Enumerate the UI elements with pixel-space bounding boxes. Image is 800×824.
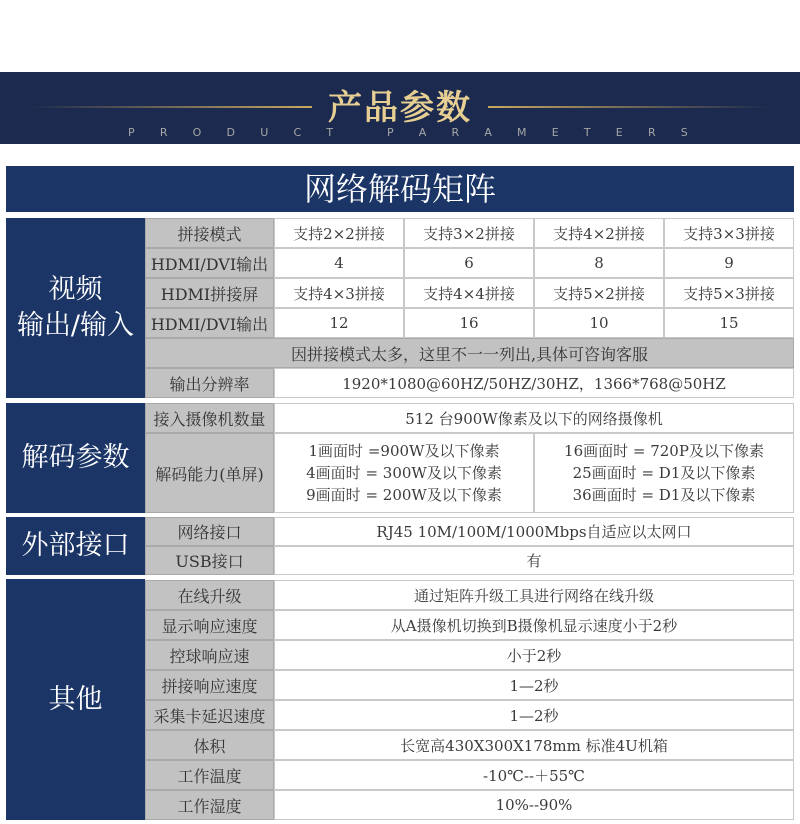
output-cell: 6: [404, 248, 534, 278]
usb-value: 有: [274, 546, 794, 575]
other-label: 采集卡延迟速度: [145, 700, 274, 730]
ability-line: 36画面时 = D1及以下像素: [572, 486, 756, 504]
other-value: -10℃--＋55℃: [274, 760, 794, 790]
product-title: 网络解码矩阵: [6, 166, 794, 212]
decode-ability-left: [274, 433, 534, 513]
ability-line: 4画面时 = 300W及以下像素: [306, 464, 502, 482]
other-value: 从A摄像机切换到B摄像机显示速度小于2秒: [274, 610, 794, 640]
mode-note: 因拼接模式太多，这里不一一列出,具体可咨询客服: [145, 338, 794, 368]
section-other: 其他: [6, 579, 145, 820]
section-video: 视频 输出/输入: [6, 218, 145, 398]
mode-cell: 支持2×2拼接: [274, 218, 404, 248]
output-cell: 12: [274, 308, 404, 338]
resolution-value: 1920*1080@60HZ/50HZ/30HZ，1366*768@50HZ: [274, 368, 794, 398]
screen-label: HDMI拼接屏: [145, 278, 274, 308]
output-cell: 10: [534, 308, 664, 338]
mode-cell: 支持3×3拼接: [664, 218, 794, 248]
mode-cell: 支持3×2拼接: [404, 218, 534, 248]
other-label: 控球响应速: [145, 640, 274, 670]
mode-cell: 支持5×2拼接: [534, 278, 664, 308]
output-cell: 4: [274, 248, 404, 278]
other-value: 长宽高430X300X178mm 标准4U机箱: [274, 730, 794, 760]
mode-label: 拼接模式: [145, 218, 274, 248]
other-label: 工作温度: [145, 760, 274, 790]
other-value: 1—2秒: [274, 670, 794, 700]
output-cell: 8: [534, 248, 664, 278]
ability-line: 1画面时 =900W及以下像素: [308, 442, 500, 460]
output-label: HDMI/DVI输出: [145, 308, 274, 338]
section-interface: 外部接口: [6, 517, 145, 575]
output-cell: 9: [664, 248, 794, 278]
other-label: 拼接响应速度: [145, 670, 274, 700]
section-decode: 解码参数: [6, 403, 145, 513]
mode-cell: 支持4×2拼接: [534, 218, 664, 248]
banner-title: 产品参数: [328, 88, 472, 128]
other-label: 体积: [145, 730, 274, 760]
ability-line: 9画面时 = 200W及以下像素: [306, 486, 502, 504]
decode-ability-label: 解码能力(单屏): [145, 433, 274, 513]
mode-cell: 支持5×3拼接: [664, 278, 794, 308]
resolution-label: 输出分辨率: [145, 368, 274, 398]
other-value: 10%--90%: [274, 790, 794, 820]
other-value: 1—2秒: [274, 700, 794, 730]
other-label: 显示响应速度: [145, 610, 274, 640]
other-label: 在线升级: [145, 580, 274, 610]
other-value: 小于2秒: [274, 640, 794, 670]
network-value: RJ45 10M/100M/1000Mbps自适应以太网口: [274, 517, 794, 546]
mode-cell: 支持4×3拼接: [274, 278, 404, 308]
banner-subtitle: P R O D U C T P A R A M E T E R S: [128, 126, 688, 139]
other-label: 工作湿度: [145, 790, 274, 820]
camera-count-value: 512 台900W像素及以下的网络摄像机: [274, 403, 794, 433]
other-value: 通过矩阵升级工具进行网络在线升级: [274, 580, 794, 610]
output-cell: 16: [404, 308, 534, 338]
output-label: HDMI/DVI输出: [145, 248, 274, 278]
network-label: 网络接口: [145, 517, 274, 546]
ability-line: 16画面时 = 720P及以下像素: [564, 442, 764, 460]
mode-cell: 支持4×4拼接: [404, 278, 534, 308]
usb-label: USB接口: [145, 546, 274, 575]
output-cell: 15: [664, 308, 794, 338]
decode-ability-right: [534, 433, 794, 513]
camera-count-label: 接入摄像机数量: [145, 403, 274, 433]
ability-line: 25画面时 = D1及以下像素: [572, 464, 756, 482]
header-banner: [0, 72, 800, 144]
